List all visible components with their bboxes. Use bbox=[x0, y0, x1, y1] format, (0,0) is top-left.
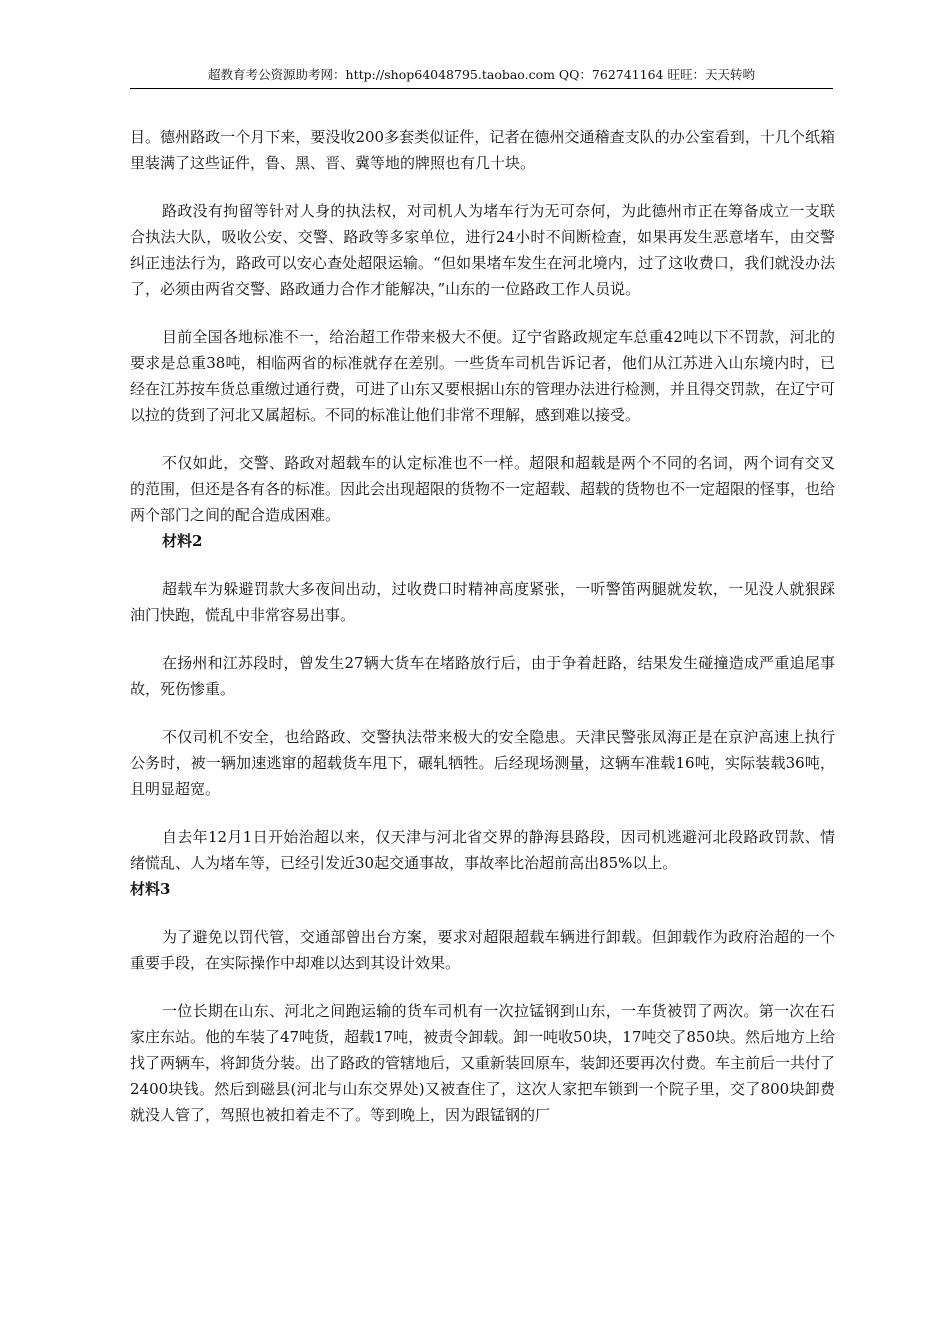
page-header bbox=[130, 66, 833, 89]
document-body bbox=[130, 124, 835, 1128]
paragraph-8: 自去年12月1日开始治超以来，仅天津与河北省交界的静海县路段，因司机逃避河北段路政罚款、情绪慌乱、人为堵车等，已经引发近30起交通事故，事故率比治超前高出85%以上。 bbox=[130, 828, 835, 872]
paragraph-3: 目前全国各地标准不一，给治超工作带来极大不便。辽宁省路政规定车总重42吨以下不罚款，河北的要求是总重38吨，相临两省的标准就存在差别。一些货车司机告诉记者，他们从江苏进入山东境内时，已经在江苏按车货总重缴过通行费，可进了山东又要根据山东的管理办法进行检测，并且得交罚款，在辽宁可以拉的货到了河北又属超标。不同的标准让他们非常不理解，感到难以接受。 bbox=[130, 328, 836, 424]
paragraph-2: 路政没有拘留等针对人身的执法权，对司机人为堵车行为无可奈何，为此德州市正在筹备成立一支联合执法大队，吸收公安、交警、路政等多家单位，进行24小时不间断检查，如果再发生恶意堵车，由交警纠正违法行为，路政可以安心查处超限运输。“但如果堵车发生在河北境内，过了这收费口，我们就没办法了，必须由两省交警、路政通力合作才能解决，”山东的一位路政工作人员说。 bbox=[130, 202, 835, 298]
paragraph-4: 不仅如此，交警、路政对超载车的认定标准也不一样。超限和超载是两个不同的名词，两个词有交叉的范围，但还是各有各的标准。因此会出现超限的货物不一定超载、超载的货物也不一定超限的怪事，也给两个部门之间的配合造成困难。 bbox=[130, 454, 836, 524]
header-text: 超教育考公资源助考网：http://shop64048795.taobao.com QQ：762741164 旺旺：天天转哟 bbox=[208, 67, 755, 82]
paragraph-7: 不仅司机不安全，也给路政、交警执法带来极大的安全隐患。天津民警张凤海正是在京沪高速上执行公务时，被一辆加速逃窜的超载货车甩下，碾轧牺牲。后经现场测量，这辆车准载16吨，实际装载36吨，且明显超宽。 bbox=[130, 728, 835, 798]
section-heading-material-2: 材料2 bbox=[162, 532, 203, 550]
paragraph-1: 目。德州路政一个月下来，要没收200多套类似证件，记者在德州交通稽查支队的办公室看到，十几个纸箱里装满了这些证件，鲁、黑、晋、冀等地的牌照也有几十块。 bbox=[130, 128, 835, 172]
paragraph-10: 一位长期在山东、河北之间跑运输的货车司机有一次拉锰钢到山东，一车货被罚了两次。第一次在石家庄东站。他的车装了47吨货，超载17吨，被责令卸载。卸一吨收50块，17吨交了850块。然后地方上给找了两辆车，将卸货分装。出了路政的管辖地后，又重新装回原车，装卸还要再次付费。车主前后一共付了2400块钱。然后到磁县(河北与山东交界处)又被查住了，这次人家把车锁到一个院子里，交了800块卸费就没人管了，驾照也被扣着走不了。等到晚上，因为跟锰钢的厂 bbox=[130, 1002, 836, 1124]
paragraph-6: 在扬州和江苏段时，曾发生27辆大货车在堵路放行后，由于争着赶路，结果发生碰撞造成严重追尾事故，死伤惨重。 bbox=[130, 654, 835, 698]
paragraph-9: 为了避免以罚代管，交通部曾出台方案，要求对超限超载车辆进行卸载。但卸载作为政府治超的一个重要手段，在实际操作中却难以达到其设计效果。 bbox=[130, 928, 835, 972]
section-heading-material-3: 材料3 bbox=[130, 880, 171, 898]
paragraph-5: 超载车为躲避罚款大多夜间出动，过收费口时精神高度紧张，一听警笛两腿就发软，一见没人就狠踩油门快跑，慌乱中非常容易出事。 bbox=[130, 580, 835, 624]
